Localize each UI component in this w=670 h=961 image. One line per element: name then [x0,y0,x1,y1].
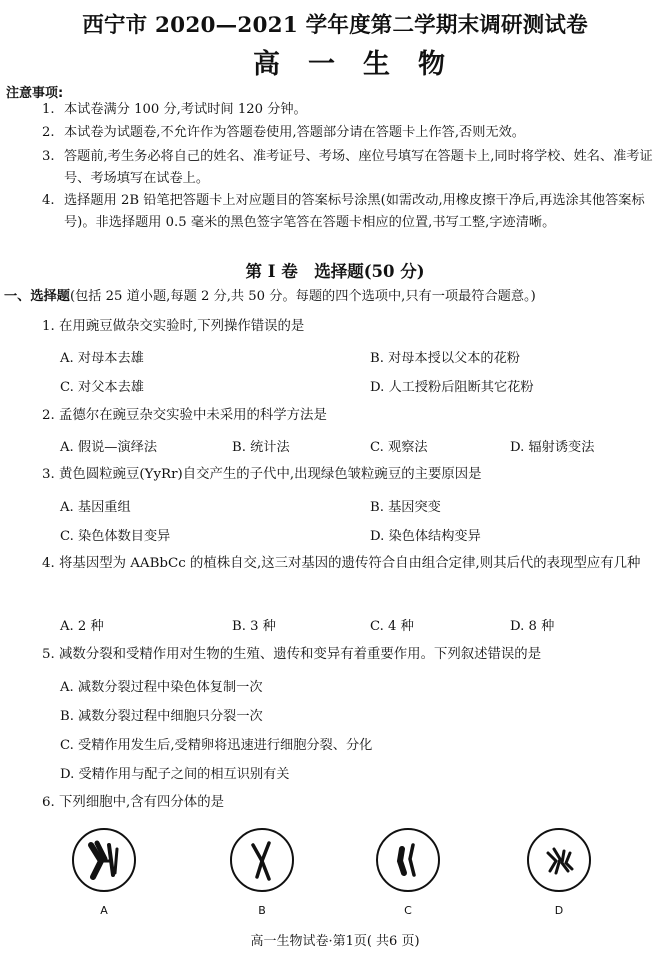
note-item [42,146,658,190]
q1-option-a: A. 对母本去雄 [60,351,144,366]
cell-a-illustration [71,827,137,893]
q5-option-d: D. 受精作用与配子之间的相互识别有关 [60,767,290,782]
note-number: 1. [42,102,55,117]
q2-option-b: B. 统计法 [232,440,290,455]
question-6-stem: 6. 下列细胞中,含有四分体的是 [42,795,224,810]
q3-option-d: D. 染色体结构变异 [370,529,481,544]
note-number: 2. [42,125,55,140]
note-number: 4. [42,193,55,208]
q4-option-d: D. 8 种 [510,619,555,634]
part-heading [4,286,666,308]
q2-option-c: C. 观察法 [370,440,428,455]
question-1-stem: 1. 在用豌豆做杂交实验时,下列操作错误的是 [42,319,305,334]
note-text: 答题前,考生务必将自己的姓名、准考证号、考场、座位号填写在答题卡上,同时将学校、姓名、准考证号、考场填写在试卷上。 [64,149,653,186]
note-text: 本试卷满分 100 分,考试时间 120 分钟。 [64,102,307,117]
q5-option-c: C. 受精作用发生后,受精卵将迅速进行细胞分裂、分化 [60,738,373,753]
cell-figure-b [229,827,295,893]
note-item [42,190,658,234]
figure-label-c: C [404,904,412,917]
note-item [42,122,658,144]
cell-figure-d [526,827,592,893]
question-4-stem: 4. 将基因型为 AABbCc 的植株自交,这三对基因的遗传符合自由组合定律,则其后代的表现型应有几种 [42,556,641,571]
part-label: 一、选择题 [4,289,70,304]
q4-option-b: B. 3 种 [232,619,276,634]
note-item [42,99,658,121]
page-footer: 高一生物试卷·第1页( 共6 页) [250,934,420,949]
exam-title: 西宁市 2020—2021 学年度第二学期末调研测试卷 [82,13,588,38]
q3-option-b: B. 基因突变 [370,500,441,515]
cell-d-illustration [526,827,592,893]
q4-option-c: C. 4 种 [370,619,414,634]
note-number: 3. [42,149,55,164]
figure-label-a: A [100,904,108,917]
notes-heading: 注意事项: [6,86,64,101]
cell-b-illustration [229,827,295,893]
q2-option-d: D. 辐射诱变法 [510,440,595,455]
question-2-stem: 2. 孟德尔在豌豆杂交实验中未采用的科学方法是 [42,408,327,423]
q2-option-a: A. 假说—演绎法 [60,440,158,455]
note-text: 本试卷为试题卷,不允许作为答题卷使用,答题部分请在答题卡上作答,否则无效。 [64,125,525,140]
cell-c-illustration [375,827,441,893]
q5-option-a: A. 减数分裂过程中染色体复制一次 [60,680,263,695]
q1-option-b: B. 对母本授以父本的花粉 [370,351,520,366]
q3-option-c: C. 染色体数目变异 [60,529,171,544]
question-5-stem: 5. 减数分裂和受精作用对生物的生殖、遗传和变异有着重要作用。下列叙述错误的是 [42,647,542,662]
q1-option-c: C. 对父本去雄 [60,380,144,395]
figure-label-d: D [554,904,564,917]
subject-title: 高一生物 [253,49,473,80]
note-text: 选择题用 2B 铅笔把答题卡上对应题目的答案标号涂黑(如需改动,用橡皮擦干净后,再选涂其他答案标号)。非选择题用 0.5 毫米的黑色签字笔答在答题卡相应的位置,书写工整,字迹清晰。 [64,193,645,230]
part-instructions: (包括 25 道小题,每题 2 分,共 50 分。每题的四个选项中,只有一项最符合题意。) [69,289,536,304]
section-title: 第 I 卷 选择题(50 分) [245,262,425,281]
q4-option-a: A. 2 种 [60,619,104,634]
figure-label-b: B [258,904,266,917]
q1-option-d: D. 人工授粉后阻断其它花粉 [370,380,534,395]
question-3-stem: 3. 黄色圆粒豌豆(YyRr)自交产生的子代中,出现绿色皱粒豌豆的主要原因是 [42,467,482,482]
q5-option-b: B. 减数分裂过程中细胞只分裂一次 [60,709,263,724]
q3-option-a: A. 基因重组 [60,500,131,515]
cell-figure-c [375,827,441,893]
cell-figure-a [71,827,137,893]
